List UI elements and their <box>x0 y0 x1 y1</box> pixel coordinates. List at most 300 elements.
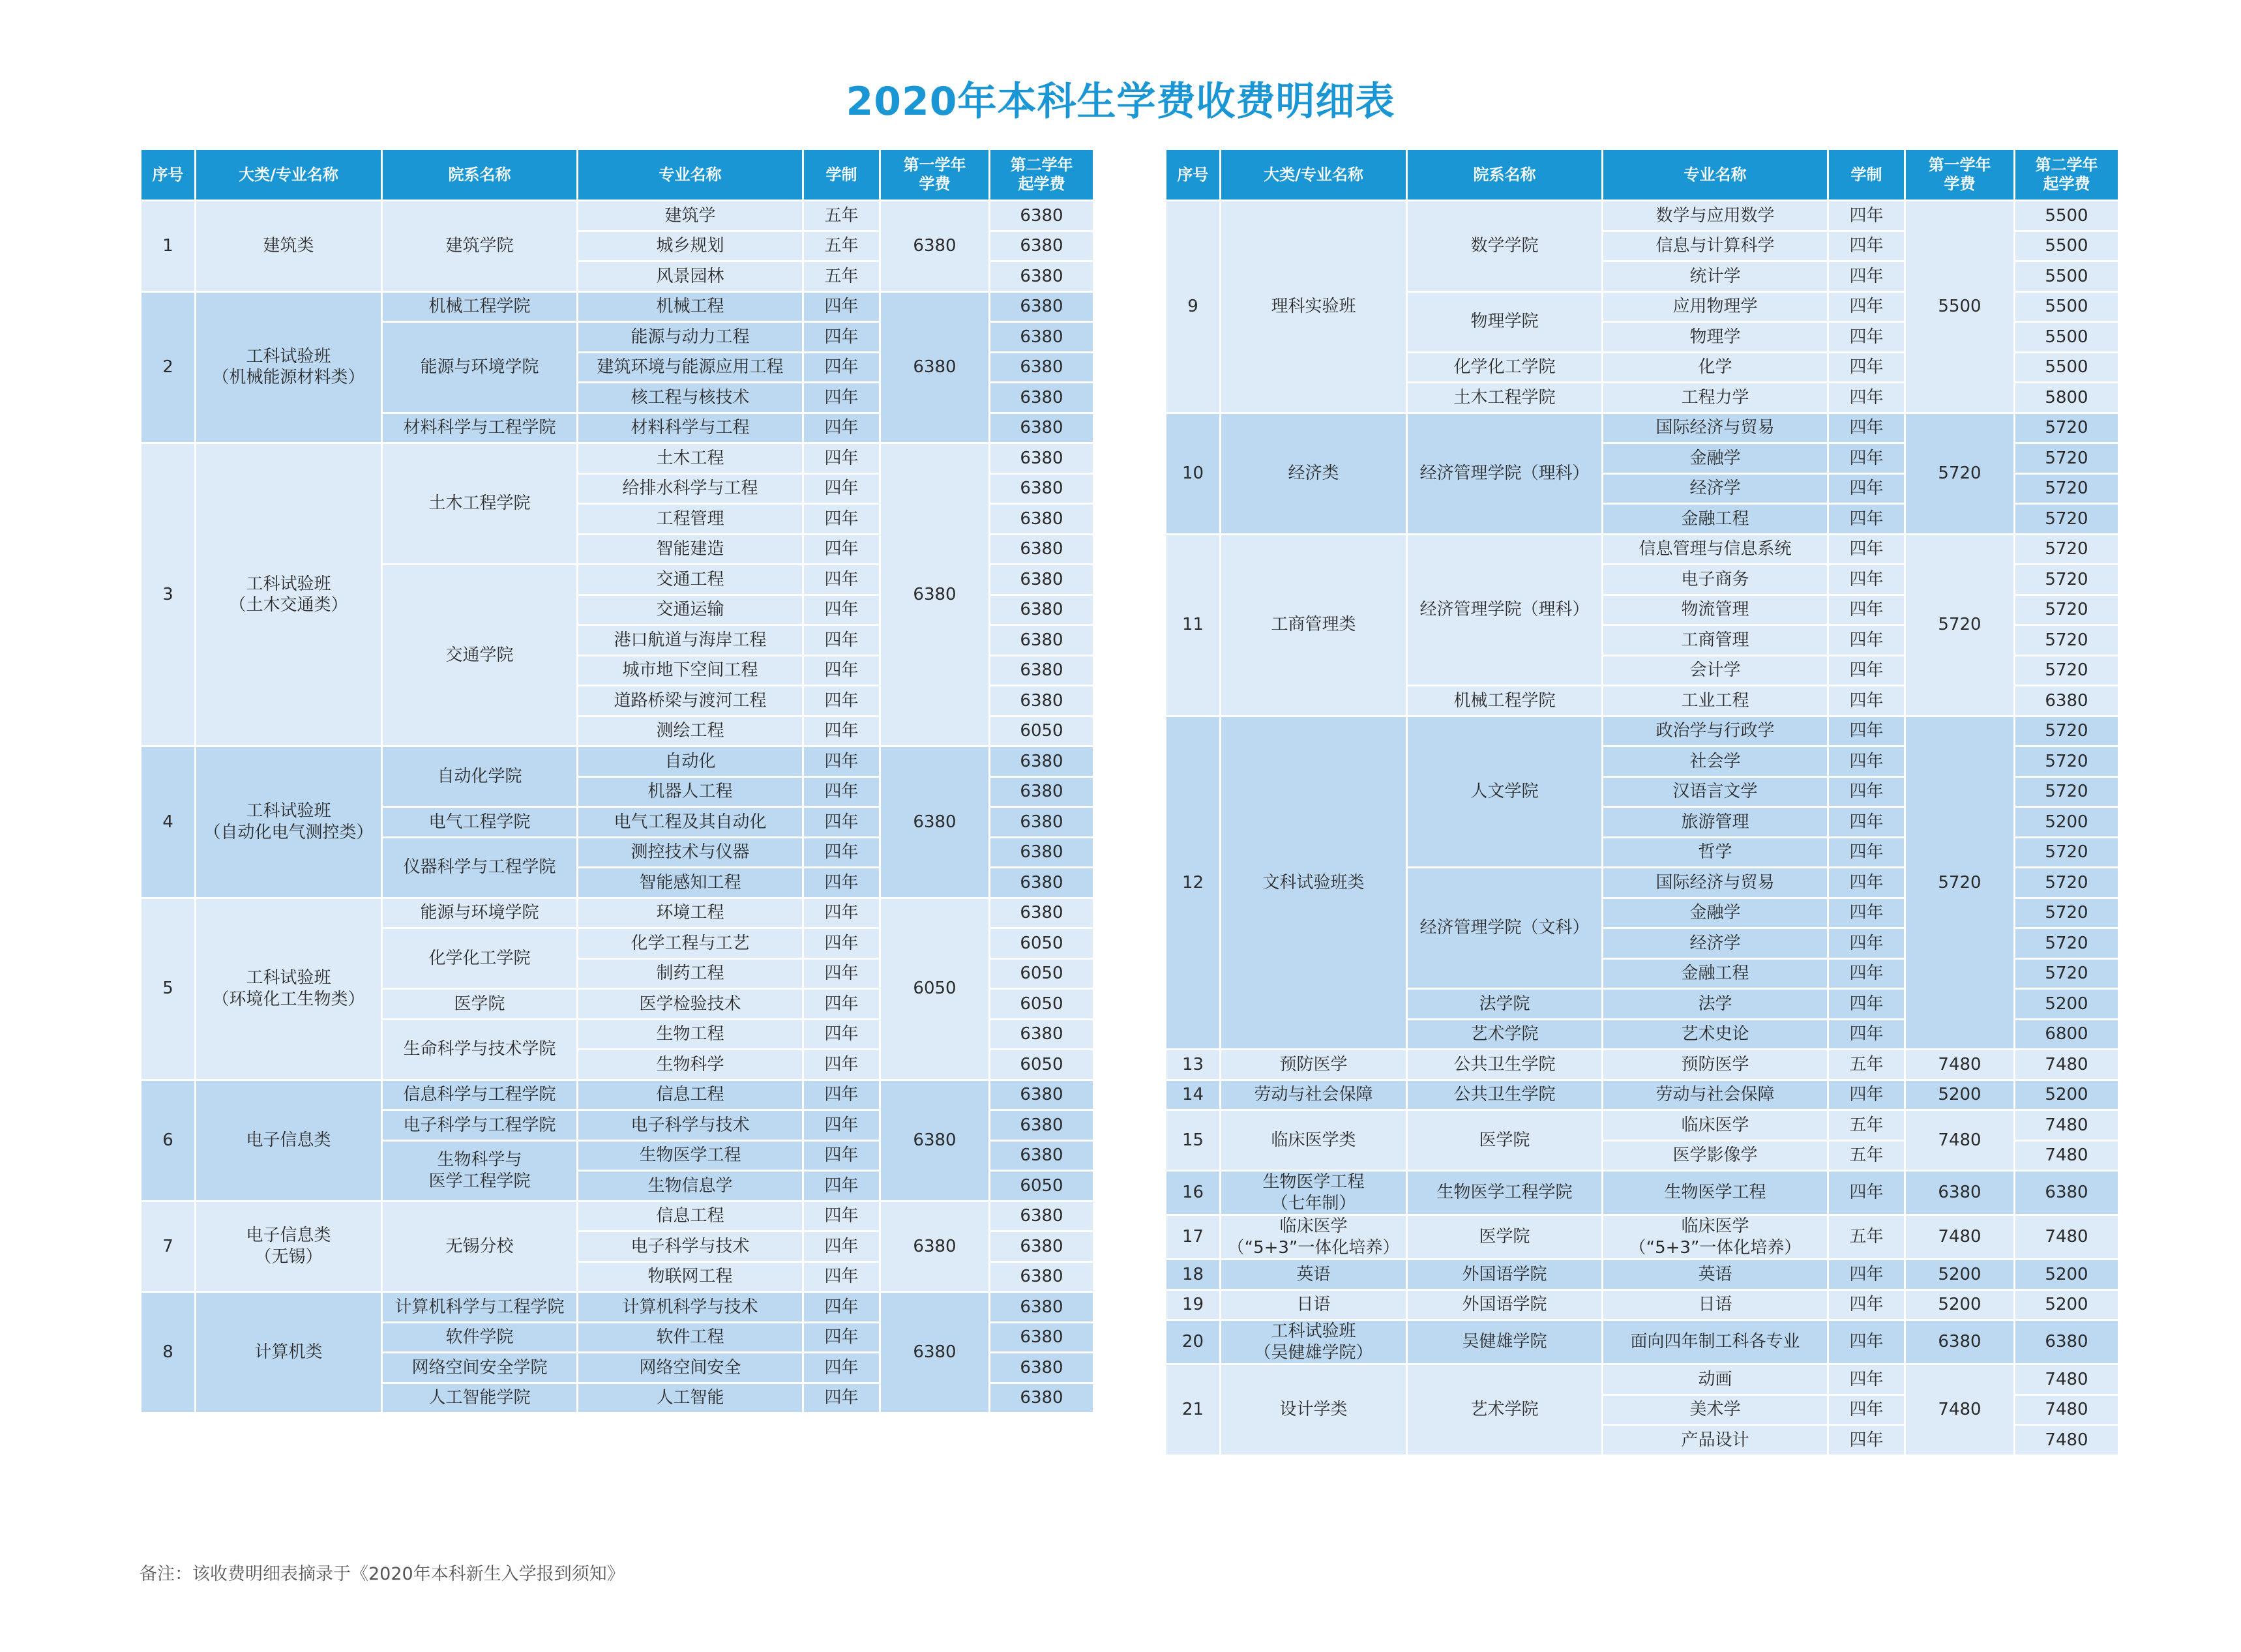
major-name: 金融学 <box>1603 443 1828 474</box>
header-major: 专业名称 <box>1603 149 1828 201</box>
study-years: 四年 <box>1828 1364 1905 1395</box>
study-years: 四年 <box>1828 443 1905 474</box>
table-row <box>1166 1171 2119 1215</box>
study-years: 四年 <box>1828 807 1905 838</box>
study-years: 四年 <box>803 928 880 959</box>
department-name: 生物医学工程学院 <box>1407 1171 1603 1215</box>
footnote: 备注：该收费明细表摘录于《2020年本科新生入学报到须知》 <box>140 1564 625 1584</box>
major-name: 金融工程 <box>1603 504 1828 535</box>
later-year-fee: 5720 <box>2015 655 2119 686</box>
later-year-fee: 6380 <box>2015 1320 2119 1364</box>
department-name: 仪器科学与工程学院 <box>382 837 578 898</box>
study-years: 四年 <box>803 958 880 989</box>
first-year-fee: 6380 <box>880 291 990 443</box>
header-department: 院系名称 <box>1407 149 1603 201</box>
major-name: 网络空间安全 <box>578 1353 803 1383</box>
major-name: 港口航道与海岸工程 <box>578 625 803 656</box>
table-row <box>1166 1215 2119 1260</box>
category-name: 电子信息类 （无锡） <box>196 1201 382 1292</box>
major-name: 机械工程 <box>578 291 803 322</box>
table-row <box>1166 1320 2119 1364</box>
major-name: 旅游管理 <box>1603 807 1828 838</box>
department-name: 信息科学与工程学院 <box>382 1080 578 1110</box>
later-year-fee: 6380 <box>990 1322 1094 1353</box>
major-name: 建筑环境与能源应用工程 <box>578 352 803 383</box>
first-year-fee: 6380 <box>1905 1171 2015 1215</box>
row-number: 14 <box>1166 1080 1221 1110</box>
major-name: 会计学 <box>1603 655 1828 686</box>
later-year-fee: 6380 <box>990 595 1094 625</box>
later-year-fee: 6380 <box>990 201 1094 231</box>
study-years: 四年 <box>1828 1290 1905 1320</box>
table-row <box>141 746 1094 777</box>
major-name: 产品设计 <box>1603 1425 1828 1456</box>
later-year-fee: 6380 <box>990 1232 1094 1262</box>
study-years: 四年 <box>803 1080 880 1110</box>
later-year-fee: 5720 <box>2015 776 2119 807</box>
major-name: 医学影像学 <box>1603 1140 1828 1171</box>
table-row <box>141 291 1094 322</box>
row-number: 9 <box>1166 201 1221 413</box>
major-name: 测绘工程 <box>578 716 803 746</box>
later-year-fee: 6380 <box>990 473 1094 504</box>
table-row <box>1166 1050 2119 1080</box>
later-year-fee: 6380 <box>990 504 1094 535</box>
first-year-fee: 5500 <box>1905 201 2015 413</box>
table-row <box>141 1080 1094 1110</box>
category-name: 日语 <box>1221 1290 1407 1320</box>
major-name: 美术学 <box>1603 1394 1828 1425</box>
table-row <box>141 1292 1094 1323</box>
first-year-fee: 7480 <box>1905 1110 2015 1171</box>
row-number: 8 <box>141 1292 196 1413</box>
department-name: 能源与环境学院 <box>382 898 578 928</box>
major-name: 生物医学工程 <box>1603 1171 1828 1215</box>
major-name: 计算机科学与技术 <box>578 1292 803 1323</box>
table-row <box>1166 413 2119 443</box>
category-name: 工商管理类 <box>1221 534 1407 716</box>
study-years: 四年 <box>803 383 880 413</box>
later-year-fee: 6380 <box>990 383 1094 413</box>
later-year-fee: 6050 <box>990 928 1094 959</box>
department-name: 艺术学院 <box>1407 1364 1603 1456</box>
department-name: 计算机科学与工程学院 <box>382 1292 578 1323</box>
major-name: 工商管理 <box>1603 625 1828 656</box>
study-years: 四年 <box>1828 1019 1905 1050</box>
study-years: 四年 <box>803 716 880 746</box>
major-name: 能源与动力工程 <box>578 322 803 353</box>
major-name: 医学检验技术 <box>578 989 803 1020</box>
major-name: 经济学 <box>1603 928 1828 959</box>
department-name: 法学院 <box>1407 989 1603 1020</box>
first-year-fee: 6380 <box>880 201 990 292</box>
department-name: 吴健雄学院 <box>1407 1320 1603 1364</box>
major-name: 劳动与社会保障 <box>1603 1080 1828 1110</box>
major-name: 金融学 <box>1603 898 1828 928</box>
major-name: 人工智能 <box>578 1383 803 1413</box>
study-years: 四年 <box>803 1201 880 1232</box>
category-name: 工科试验班 （吴健雄学院） <box>1221 1320 1407 1364</box>
category-name: 设计学类 <box>1221 1364 1407 1456</box>
department-name: 医学院 <box>1407 1215 1603 1260</box>
category-name: 工科试验班 （土木交通类） <box>196 443 382 746</box>
study-years: 四年 <box>1828 776 1905 807</box>
study-years: 四年 <box>803 1322 880 1353</box>
department-name: 建筑学院 <box>382 201 578 292</box>
later-year-fee: 6380 <box>990 1383 1094 1413</box>
later-year-fee: 5720 <box>2015 534 2119 565</box>
department-name: 艺术学院 <box>1407 1019 1603 1050</box>
first-year-fee: 6380 <box>1905 1320 2015 1364</box>
row-number: 16 <box>1166 1171 1221 1215</box>
category-name: 英语 <box>1221 1260 1407 1290</box>
study-years: 四年 <box>803 291 880 322</box>
study-years: 四年 <box>1828 716 1905 746</box>
row-number: 4 <box>141 746 196 898</box>
study-years: 四年 <box>1828 898 1905 928</box>
major-name: 生物信息学 <box>578 1171 803 1202</box>
header-category: 大类/专业名称 <box>196 149 382 201</box>
major-name: 制药工程 <box>578 958 803 989</box>
department-name: 外国语学院 <box>1407 1290 1603 1320</box>
later-year-fee: 6380 <box>990 1140 1094 1171</box>
later-year-fee: 6380 <box>990 413 1094 443</box>
header-later-year-fee: 第二学年起学费 <box>2015 149 2119 201</box>
category-name: 工科试验班 （自动化电气测控类） <box>196 746 382 898</box>
major-name: 动画 <box>1603 1364 1828 1395</box>
first-year-fee: 5200 <box>1905 1260 2015 1290</box>
category-name: 临床医学 （“5+3”一体化培养） <box>1221 1215 1407 1260</box>
study-years: 四年 <box>803 898 880 928</box>
major-name: 电子科学与技术 <box>578 1232 803 1262</box>
major-name: 日语 <box>1603 1290 1828 1320</box>
study-years: 四年 <box>803 1353 880 1383</box>
later-year-fee: 6380 <box>990 534 1094 565</box>
major-name: 测控技术与仪器 <box>578 837 803 868</box>
later-year-fee: 6380 <box>990 868 1094 898</box>
table-row <box>141 443 1094 474</box>
major-name: 信息管理与信息系统 <box>1603 534 1828 565</box>
later-year-fee: 5720 <box>2015 565 2119 595</box>
department-name: 交通学院 <box>382 565 578 746</box>
table-header-row <box>1166 149 2119 201</box>
first-year-fee: 6050 <box>880 898 990 1080</box>
study-years: 四年 <box>803 443 880 474</box>
study-years: 四年 <box>1828 352 1905 383</box>
department-name: 公共卫生学院 <box>1407 1050 1603 1080</box>
department-name: 公共卫生学院 <box>1407 1080 1603 1110</box>
later-year-fee: 6800 <box>2015 1019 2119 1050</box>
study-years: 五年 <box>803 231 880 261</box>
table-row <box>1166 716 2119 746</box>
later-year-fee: 7480 <box>2015 1394 2119 1425</box>
row-number: 6 <box>141 1080 196 1201</box>
row-number: 13 <box>1166 1050 1221 1080</box>
later-year-fee: 5200 <box>2015 989 2119 1020</box>
first-year-fee: 5200 <box>1905 1080 2015 1110</box>
category-name: 理科实验班 <box>1221 201 1407 413</box>
major-name: 环境工程 <box>578 898 803 928</box>
category-name: 电子信息类 <box>196 1080 382 1201</box>
major-name: 社会学 <box>1603 746 1828 777</box>
study-years: 四年 <box>803 1232 880 1262</box>
later-year-fee: 6380 <box>990 837 1094 868</box>
study-years: 四年 <box>803 989 880 1020</box>
study-years: 四年 <box>803 868 880 898</box>
major-name: 工程力学 <box>1603 383 1828 413</box>
later-year-fee: 6380 <box>990 1019 1094 1050</box>
study-years: 四年 <box>1828 201 1905 231</box>
study-years: 四年 <box>1828 291 1905 322</box>
study-years: 四年 <box>1828 837 1905 868</box>
later-year-fee: 6380 <box>990 807 1094 838</box>
major-name: 信息工程 <box>578 1080 803 1110</box>
study-years: 四年 <box>1828 565 1905 595</box>
later-year-fee: 5500 <box>2015 201 2119 231</box>
row-number: 17 <box>1166 1215 1221 1260</box>
study-years: 四年 <box>1828 655 1905 686</box>
later-year-fee: 5500 <box>2015 261 2119 292</box>
study-years: 四年 <box>1828 413 1905 443</box>
later-year-fee: 6380 <box>2015 686 2119 716</box>
page-title: 2020年本科生学费收费明细表 <box>846 79 1395 125</box>
study-years: 四年 <box>1828 504 1905 535</box>
header-years: 学制 <box>1828 149 1905 201</box>
study-years: 四年 <box>1828 958 1905 989</box>
department-name: 无锡分校 <box>382 1201 578 1292</box>
study-years: 四年 <box>803 625 880 656</box>
header-first-year-fee: 第一学年学费 <box>880 149 990 201</box>
later-year-fee: 7480 <box>2015 1364 2119 1395</box>
category-name: 劳动与社会保障 <box>1221 1080 1407 1110</box>
later-year-fee: 6050 <box>990 716 1094 746</box>
later-year-fee: 5720 <box>2015 625 2119 656</box>
study-years: 四年 <box>1828 1320 1905 1364</box>
study-years: 四年 <box>803 1019 880 1050</box>
department-name: 生物科学与 医学工程学院 <box>382 1140 578 1201</box>
later-year-fee: 6380 <box>990 686 1094 716</box>
major-name: 英语 <box>1603 1260 1828 1290</box>
study-years: 四年 <box>1828 534 1905 565</box>
major-name: 生物医学工程 <box>578 1140 803 1171</box>
major-name: 智能感知工程 <box>578 868 803 898</box>
major-name: 电子科学与技术 <box>578 1110 803 1141</box>
major-name: 城乡规划 <box>578 231 803 261</box>
department-name: 电子科学与工程学院 <box>382 1110 578 1141</box>
table-row <box>1166 1080 2119 1110</box>
later-year-fee: 7480 <box>2015 1110 2119 1141</box>
major-name: 国际经济与贸易 <box>1603 868 1828 898</box>
first-year-fee: 6380 <box>880 1292 990 1413</box>
study-years: 四年 <box>803 534 880 565</box>
later-year-fee: 5720 <box>2015 958 2119 989</box>
first-year-fee: 6380 <box>880 443 990 746</box>
major-name: 物流管理 <box>1603 595 1828 625</box>
major-name: 智能建造 <box>578 534 803 565</box>
major-name: 统计学 <box>1603 261 1828 292</box>
study-years: 四年 <box>803 352 880 383</box>
row-number: 10 <box>1166 413 1221 534</box>
major-name: 数学与应用数学 <box>1603 201 1828 231</box>
later-year-fee: 7480 <box>2015 1425 2119 1456</box>
department-name: 化学化工学院 <box>382 928 578 989</box>
major-name: 预防医学 <box>1603 1050 1828 1080</box>
later-year-fee: 5200 <box>2015 1290 2119 1320</box>
later-year-fee: 6380 <box>990 776 1094 807</box>
category-name: 工科试验班 （环境化工生物类） <box>196 898 382 1080</box>
fee-table-right <box>1165 148 2120 1456</box>
later-year-fee: 7480 <box>2015 1215 2119 1260</box>
later-year-fee: 6050 <box>990 958 1094 989</box>
later-year-fee: 6050 <box>990 1050 1094 1080</box>
major-name: 城市地下空间工程 <box>578 655 803 686</box>
first-year-fee: 5720 <box>1905 716 2015 1050</box>
row-number: 7 <box>141 1201 196 1292</box>
row-number: 2 <box>141 291 196 443</box>
department-name: 化学化工学院 <box>1407 352 1603 383</box>
study-years: 四年 <box>1828 1171 1905 1215</box>
department-name: 人工智能学院 <box>382 1383 578 1413</box>
study-years: 四年 <box>803 565 880 595</box>
study-years: 四年 <box>803 1140 880 1171</box>
category-name: 计算机类 <box>196 1292 382 1413</box>
header-no: 序号 <box>1166 149 1221 201</box>
major-name: 生物科学 <box>578 1050 803 1080</box>
study-years: 四年 <box>1828 1425 1905 1456</box>
first-year-fee: 6380 <box>880 1080 990 1201</box>
department-name: 材料科学与工程学院 <box>382 413 578 443</box>
first-year-fee: 5720 <box>1905 413 2015 534</box>
major-name: 政治学与行政学 <box>1603 716 1828 746</box>
study-years: 四年 <box>803 746 880 777</box>
later-year-fee: 5720 <box>2015 716 2119 746</box>
major-name: 法学 <box>1603 989 1828 1020</box>
major-name: 土木工程 <box>578 443 803 474</box>
row-number: 18 <box>1166 1260 1221 1290</box>
department-name: 软件学院 <box>382 1322 578 1353</box>
header-first-year-fee: 第一学年学费 <box>1905 149 2015 201</box>
header-major: 专业名称 <box>578 149 803 201</box>
later-year-fee: 5720 <box>2015 595 2119 625</box>
study-years: 四年 <box>1828 686 1905 716</box>
study-years: 四年 <box>1828 1394 1905 1425</box>
header-category: 大类/专业名称 <box>1221 149 1407 201</box>
major-name: 道路桥梁与渡河工程 <box>578 686 803 716</box>
later-year-fee: 5500 <box>2015 352 2119 383</box>
row-number: 3 <box>141 443 196 746</box>
study-years: 四年 <box>1828 473 1905 504</box>
study-years: 四年 <box>1828 1080 1905 1110</box>
department-name: 机械工程学院 <box>382 291 578 322</box>
major-name: 应用物理学 <box>1603 291 1828 322</box>
study-years: 四年 <box>1828 746 1905 777</box>
later-year-fee: 5720 <box>2015 868 2119 898</box>
major-name: 交通运输 <box>578 595 803 625</box>
later-year-fee: 5200 <box>2015 1260 2119 1290</box>
first-year-fee: 7480 <box>1905 1050 2015 1080</box>
study-years: 四年 <box>803 504 880 535</box>
major-name: 生物工程 <box>578 1019 803 1050</box>
later-year-fee: 6380 <box>990 625 1094 656</box>
major-name: 化学 <box>1603 352 1828 383</box>
later-year-fee: 5500 <box>2015 231 2119 261</box>
study-years: 四年 <box>803 473 880 504</box>
study-years: 五年 <box>1828 1215 1905 1260</box>
major-name: 给排水科学与工程 <box>578 473 803 504</box>
later-year-fee: 6380 <box>2015 1171 2119 1215</box>
later-year-fee: 6380 <box>990 746 1094 777</box>
study-years: 四年 <box>803 595 880 625</box>
study-years: 四年 <box>1828 868 1905 898</box>
study-years: 五年 <box>803 201 880 231</box>
later-year-fee: 6380 <box>990 1110 1094 1141</box>
department-name: 能源与环境学院 <box>382 322 578 413</box>
major-name: 自动化 <box>578 746 803 777</box>
row-number: 21 <box>1166 1364 1221 1456</box>
major-name: 汉语言文学 <box>1603 776 1828 807</box>
category-name: 经济类 <box>1221 413 1407 534</box>
study-years: 四年 <box>803 1383 880 1413</box>
category-name: 建筑类 <box>196 201 382 292</box>
table-row <box>1166 1364 2119 1395</box>
study-years: 四年 <box>1828 989 1905 1020</box>
department-name: 物理学院 <box>1407 291 1603 352</box>
study-years: 五年 <box>1828 1110 1905 1141</box>
row-number: 12 <box>1166 716 1221 1050</box>
header-department: 院系名称 <box>382 149 578 201</box>
study-years: 五年 <box>803 261 880 292</box>
first-year-fee: 7480 <box>1905 1364 2015 1456</box>
table-row <box>1166 534 2119 565</box>
header-no: 序号 <box>141 149 196 201</box>
category-name: 预防医学 <box>1221 1050 1407 1080</box>
major-name: 工程管理 <box>578 504 803 535</box>
study-years: 四年 <box>803 322 880 353</box>
later-year-fee: 6380 <box>990 291 1094 322</box>
category-name: 生物医学工程 （七年制） <box>1221 1171 1407 1215</box>
first-year-fee: 5200 <box>1905 1290 2015 1320</box>
study-years: 四年 <box>1828 595 1905 625</box>
later-year-fee: 6380 <box>990 261 1094 292</box>
table-row <box>1166 201 2119 231</box>
major-name: 临床医学 <box>1603 1110 1828 1141</box>
study-years: 四年 <box>1828 322 1905 353</box>
later-year-fee: 5720 <box>2015 413 2119 443</box>
row-number: 15 <box>1166 1110 1221 1171</box>
major-name: 交通工程 <box>578 565 803 595</box>
later-year-fee: 7480 <box>2015 1050 2119 1080</box>
later-year-fee: 5800 <box>2015 383 2119 413</box>
department-name: 经济管理学院（文科） <box>1407 868 1603 989</box>
later-year-fee: 6050 <box>990 1171 1094 1202</box>
row-number: 5 <box>141 898 196 1080</box>
department-name: 经济管理学院（理科） <box>1407 534 1603 686</box>
category-name: 临床医学类 <box>1221 1110 1407 1171</box>
later-year-fee: 5500 <box>2015 322 2119 353</box>
later-year-fee: 5720 <box>2015 928 2119 959</box>
study-years: 四年 <box>803 807 880 838</box>
later-year-fee: 5720 <box>2015 443 2119 474</box>
later-year-fee: 6380 <box>990 443 1094 474</box>
category-name: 文科试验班类 <box>1221 716 1407 1050</box>
later-year-fee: 6380 <box>990 352 1094 383</box>
later-year-fee: 6380 <box>990 1353 1094 1383</box>
table-row <box>141 1201 1094 1232</box>
major-name: 工业工程 <box>1603 686 1828 716</box>
major-name: 电子商务 <box>1603 565 1828 595</box>
first-year-fee: 6380 <box>880 746 990 898</box>
study-years: 四年 <box>803 1292 880 1323</box>
